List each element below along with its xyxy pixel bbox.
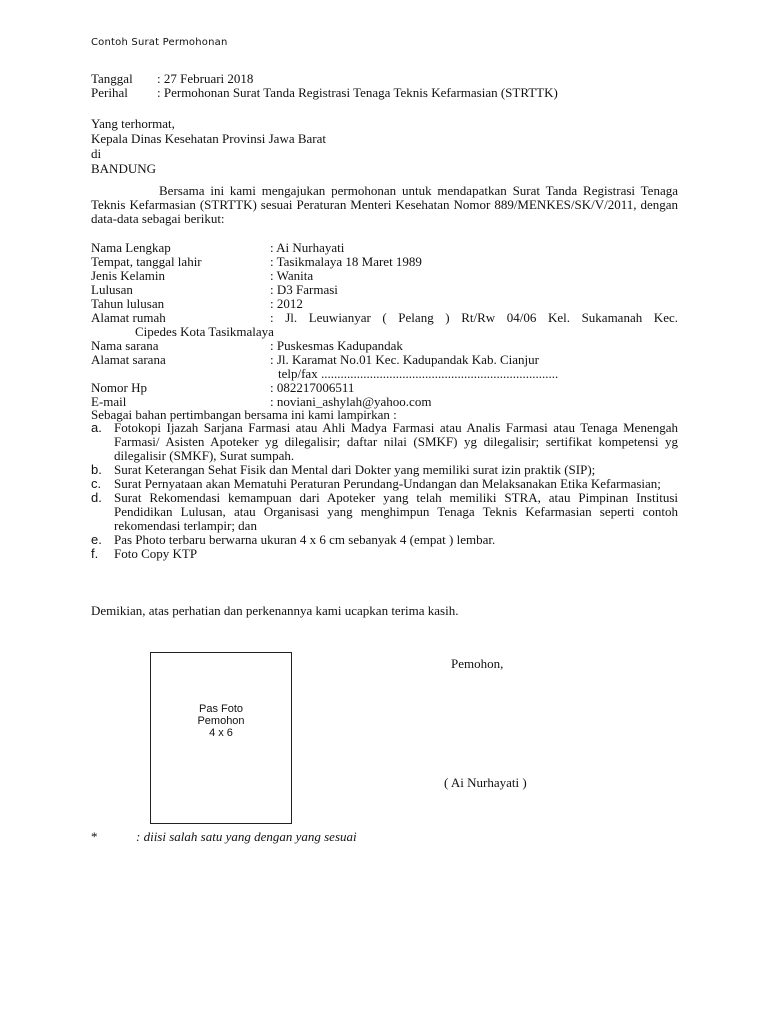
pemohon-label: Pemohon,	[451, 656, 504, 671]
field-jenis-kelamin: Jenis Kelamin : Wanita	[91, 268, 314, 283]
footnote	[91, 830, 357, 844]
field-email: E-mail : noviani_ashylah@yahoo.com	[91, 394, 432, 409]
attachments-lead: Sebagai bahan pertimbangan bersama ini kami lampirkan :	[91, 407, 397, 422]
field-lulusan: Lulusan : D3 Farmasi	[91, 282, 338, 297]
recipient-di: di	[91, 146, 102, 161]
addressee-block	[91, 117, 326, 177]
list-item: a. Fotokopi Ijazah Sarjana Farmasi atau Ahli Madya Farmasi atau Analis Farmasi atau Tenaga Menengah Farmasi/ Asisten Apoteker yg dilegalisir; daftar nilai (SMKF) yg dilegalisir; sertifikat kompetensi yg dilegalisir (SMKF), Surat sumpah.	[91, 420, 678, 463]
alamat-rumah-continued: Cipedes Kota Tasikmalaya	[135, 324, 274, 339]
tanggal-label: Tanggal	[91, 71, 133, 86]
field-alamat-rumah: Alamat rumah : Jl. Leuwianyar ( Pelang ) Rt/Rw 04/06 Kel. Sukamanah Kec.	[91, 310, 678, 325]
field-alamat-sarana: Alamat sarana : Jl. Karamat No.01 Kec. Kadupandak Kab. Cianjur	[91, 352, 539, 367]
list-item: f. Foto Copy KTP	[91, 546, 198, 561]
perihal-row	[91, 86, 558, 100]
salutation: Yang terhormat,	[91, 116, 175, 131]
photo-placeholder	[150, 652, 292, 824]
field-nomor-hp: Nomor Hp : 082217006511	[91, 380, 355, 395]
footnote-text: : diisi salah satu yang dengan yang sesuai	[136, 829, 357, 844]
perihal-value: : Permohonan Surat Tanda Registrasi Tenaga Teknis Kefarmasian (STRTTK)	[157, 85, 558, 100]
photo-line-1: Pas Foto	[198, 703, 244, 715]
closing-sentence: Demikian, atas perhatian dan perkenannya kami ucapkan terima kasih.	[91, 603, 459, 618]
list-item: e. Pas Photo terbaru berwarna ukuran 4 x 6 cm sebanyak 4 (empat ) lembar.	[91, 532, 496, 547]
field-nama-sarana: Nama sarana : Puskesmas Kadupandak	[91, 338, 403, 353]
tanggal-row	[91, 72, 253, 86]
field-ttl: Tempat, tanggal lahir : Tasikmalaya 18 Maret 1989	[91, 254, 422, 269]
attachments-list	[91, 421, 678, 561]
field-tahun-lulusan: Tahun lulusan : 2012	[91, 296, 303, 311]
recipient-city: BANDUNG	[91, 161, 156, 176]
footnote-mark: *	[91, 829, 98, 844]
intro-paragraph: Bersama ini kami mengajukan permohonan untuk mendapatkan Surat Tanda Registrasi Tenaga Teknis Kefarmasian (STRTTK) sesuai Peraturan Menteri Kesehatan Nomor 889/MENKES/SK/V/2011, dengan data-data sebagai berikut:	[91, 183, 678, 226]
document-title: Contoh Surat Permohonan	[91, 37, 228, 48]
applicant-fields	[91, 241, 678, 409]
telp-fax-line: telp/fax .........................................................................	[278, 366, 559, 381]
list-item: c. Surat Pernyataan akan Mematuhi Peraturan Perundang-Undangan dan Melaksanakan Etika Kefarmasian;	[91, 476, 661, 491]
recipient: Kepala Dinas Kesehatan Provinsi Jawa Barat	[91, 131, 327, 146]
photo-line-3: 4 x 6	[209, 727, 233, 739]
field-nama: Nama Lengkap : Ai Nurhayati	[91, 240, 345, 255]
perihal-label: Perihal	[91, 85, 128, 100]
photo-line-2: Pemohon	[197, 715, 245, 727]
signer-name: ( Ai Nurhayati )	[444, 775, 527, 790]
tanggal-value: : 27 Februari 2018	[157, 71, 254, 86]
list-item: d. Surat Rekomendasi kemampuan dari Apoteker yang telah memiliki STRA, atau Pimpinan Institusi Pendidikan Lulusan, atau Organisasi yang menghimpun Tenaga Teknis Kefarmasian seperti contoh rekomendasi terlampir; dan	[91, 490, 678, 533]
list-item: b. Surat Keterangan Sehat Fisik dan Mental dari Dokter yang memiliki surat izin praktik (SIP);	[91, 462, 596, 477]
